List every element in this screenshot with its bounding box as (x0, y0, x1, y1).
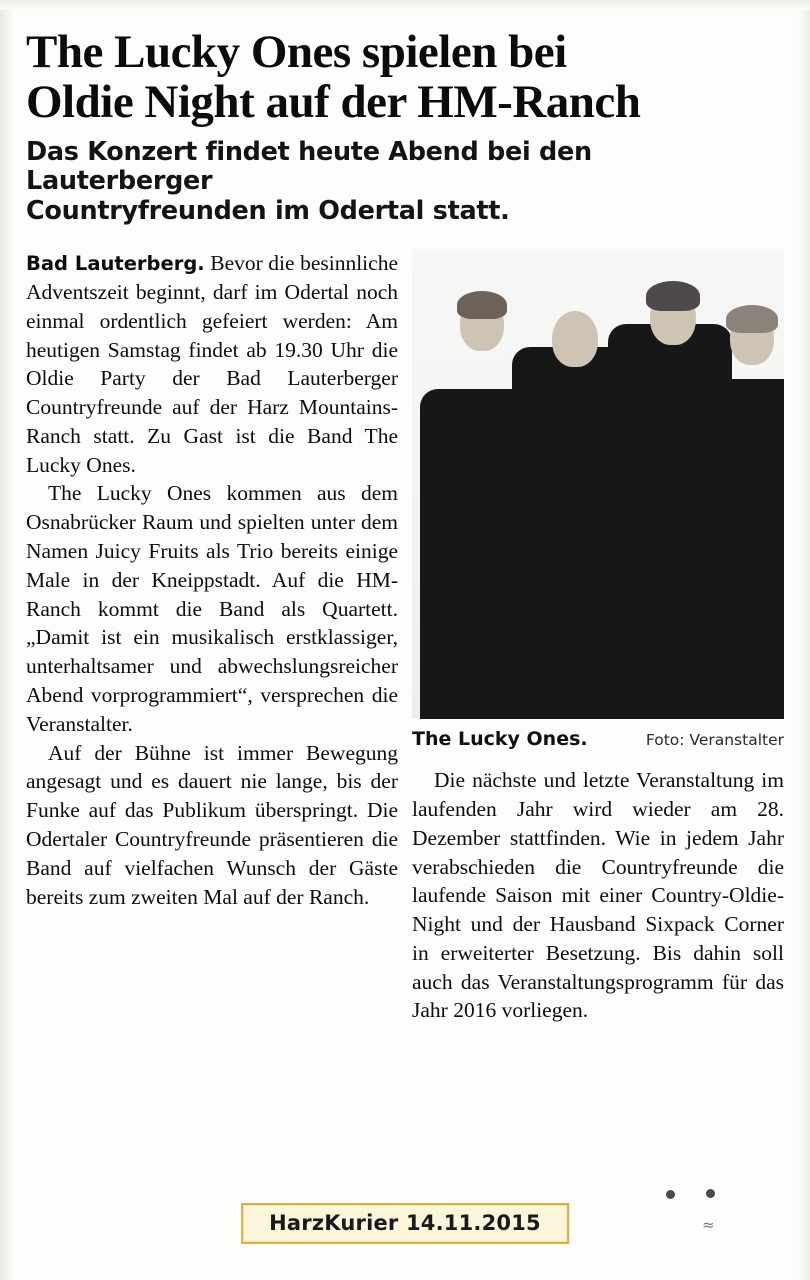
article-column-right-text (412, 766, 784, 1025)
paragraph-4: Die nächste und letzte Veranstaltung im laufenden Jahr wird wieder am 28. Dezember stattfinden. Wie in jedem Jahr verabschieden die Countryfreunde die laufende Saison mit einer Country-Oldie-Night und der Hausband Sixpack Corner in erweiterter Besetzung. Bis dahin soll auch das Veranstaltungsprogramm für das Jahr 2016 vorliegen. (412, 768, 784, 1023)
article-headline (26, 28, 784, 128)
band-member-4-hair (726, 305, 778, 333)
band-member-1-hair (457, 291, 507, 319)
paragraph-1 (26, 249, 398, 479)
paragraph-1-text: Bevor die besinnliche Adventszeit beginnt, darf im Odertal noch einmal ordentlich gefeiert werden: Am heutigen Samstag findet ab 19.30 Uhr die Oldie Party der Bad Lauterberger Countryfreunde auf der Harz Mountains-Ranch statt. Zu Gast ist die Band The Lucky Ones. (26, 251, 398, 477)
scan-speck-2 (706, 1189, 715, 1198)
article-subheadline (26, 138, 784, 227)
scan-edge-left (0, 0, 14, 1280)
headline-line-2: Oldie Night auf der HM-Ranch (26, 75, 641, 128)
paragraph-2: The Lucky Ones kommen aus dem Osnabrücker Raum und spielten unter dem Namen Juicy Fruits als Trio bereits einige Male in der Kneippstadt. Auf die HM-Ranch kommt die Band als Quartett. „Damit ist ein musikalisch erstklassiger, unterhaltsamer und abwechslungsreicher Abend vorprogrammiert“, versprechen die Veranstalter. (26, 481, 398, 736)
scan-squiggle: ≈ (702, 1216, 715, 1234)
photo-credit: Foto: Veranstalter (645, 731, 784, 750)
band-member-2-head (552, 311, 598, 367)
paragraph-3: Auf der Bühne ist immer Bewegung angesagt und es dauert nie lange, bis der Funke auf das Publikum überspringt. Die Odertaler Countryfreunde präsentieren die Band auf vielfachen Wunsch der Gäste bereits zum zweiten Mal auf der Ranch. (26, 740, 398, 909)
scan-speck-1 (666, 1190, 675, 1199)
band-member-3-hair (646, 281, 700, 311)
subheadline-line-1: Das Konzert findet heute Abend bei den Lauterberger (26, 136, 592, 197)
source-badge: HarzKurier 14.11.2015 (241, 1203, 569, 1244)
headline-line-1: The Lucky Ones spielen bei (26, 26, 567, 78)
scan-edge-top (0, 0, 810, 10)
scan-edge-right (798, 0, 810, 1280)
photo-background (412, 249, 784, 719)
article-body (26, 249, 784, 1025)
band-photo (412, 249, 784, 719)
article-column-left (26, 249, 398, 911)
photo-caption: The Lucky Ones. (412, 728, 588, 751)
dateline: Bad Lauterberg. (26, 252, 205, 276)
band-member-4-body (700, 379, 784, 719)
photo-caption-row (412, 728, 784, 750)
article-column-right (412, 249, 784, 1025)
subheadline-line-2: Countryfreunden im Odertal statt. (26, 196, 510, 227)
photo-block (412, 249, 784, 750)
